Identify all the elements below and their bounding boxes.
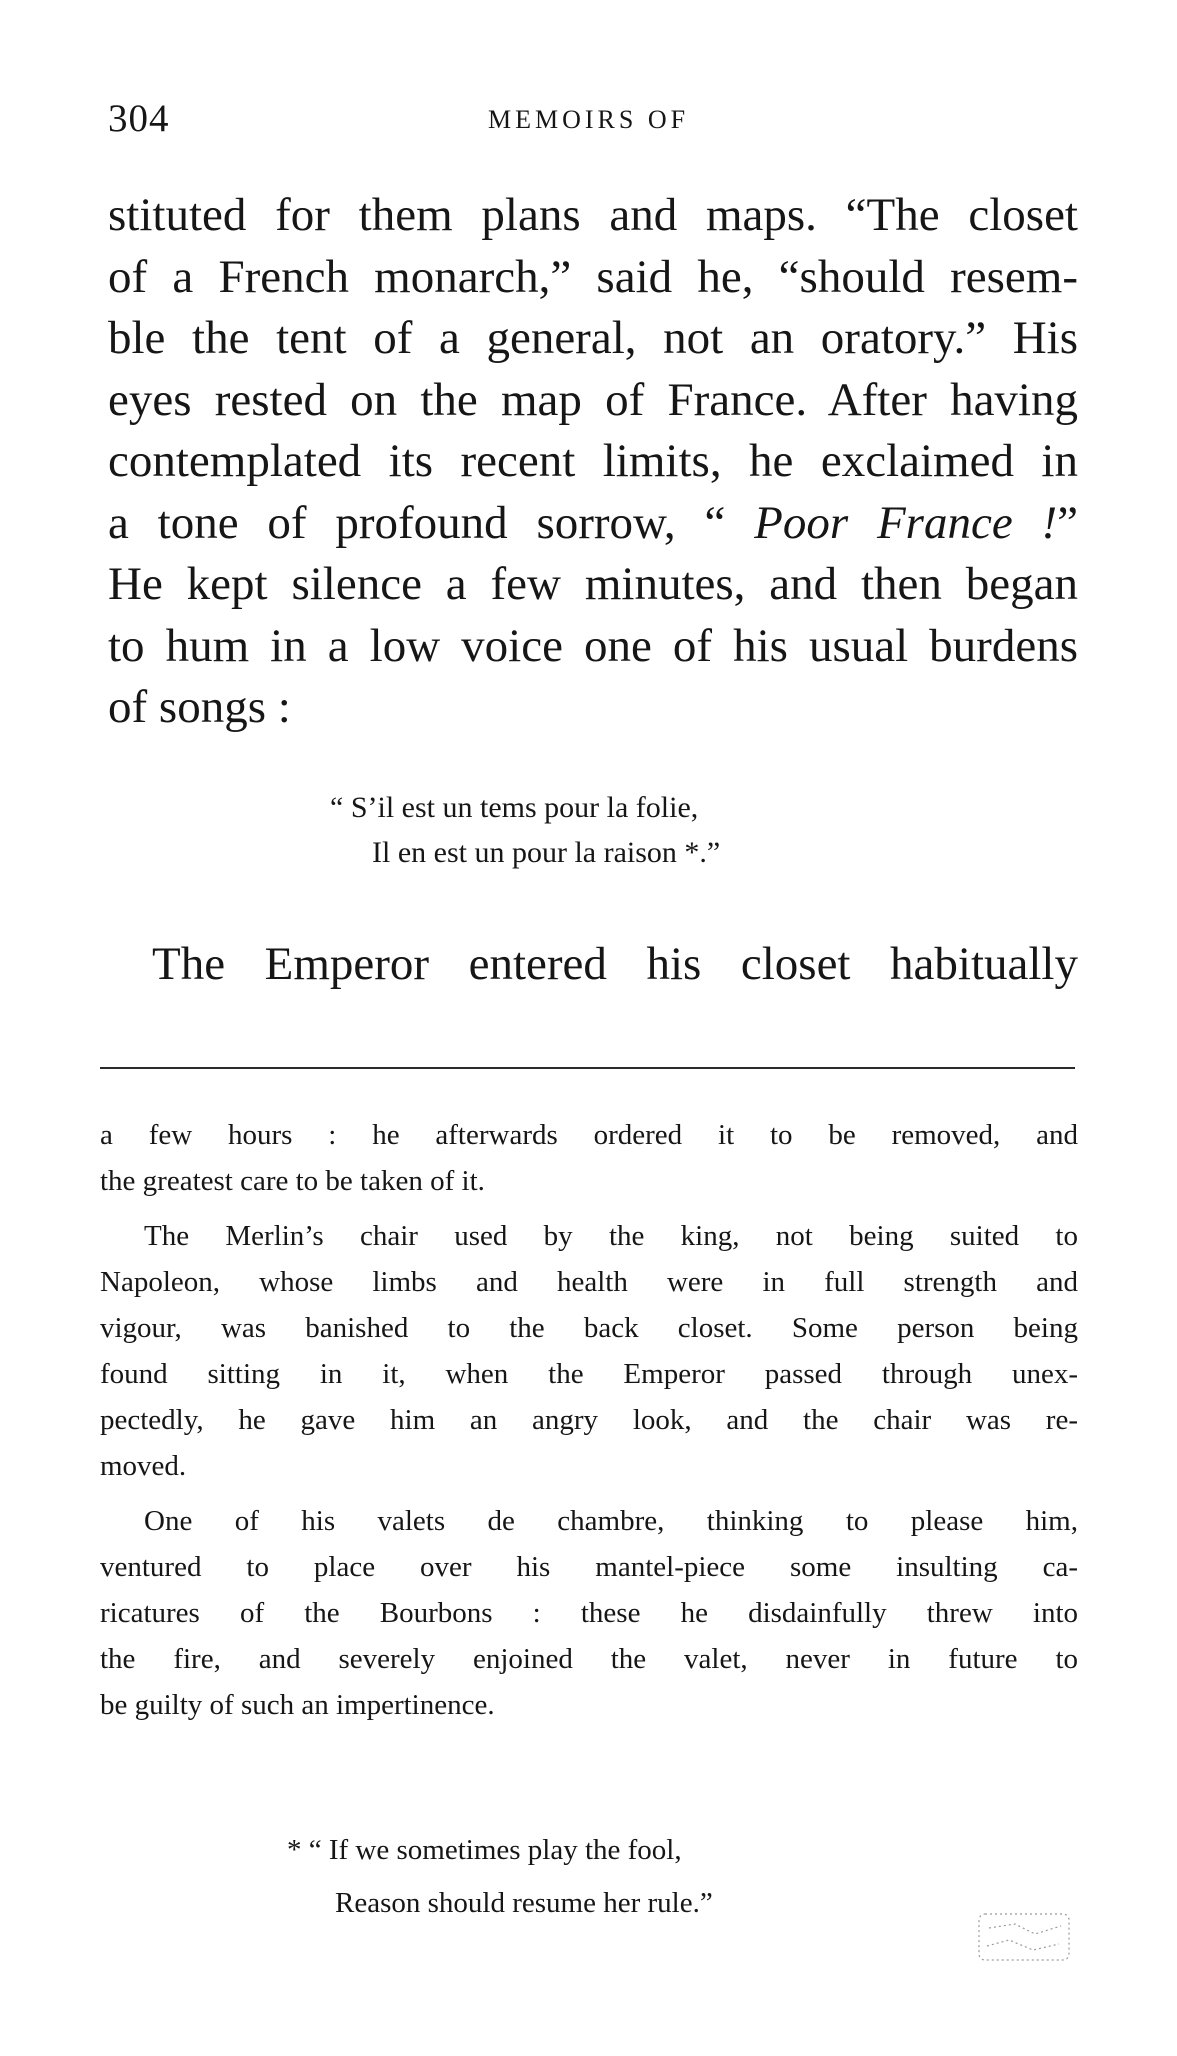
verse-line: Il en est un pour la raison *.” — [372, 836, 721, 869]
body-line-with-italic — [108, 493, 1078, 555]
footnote-paragraph — [100, 1213, 1078, 1489]
body-line: stituted for them plans and maps. “The closet — [108, 189, 1078, 241]
footnote-verse-line: Reason should resume her rule.” — [335, 1887, 713, 1919]
footnote-line: pectedly, he gave him an angry look, and the chair was re- — [100, 1404, 1078, 1436]
body-line: contemplated its recent limits, he exclaimed in — [108, 435, 1078, 487]
running-head: MEMOIRS OF — [488, 105, 690, 134]
footnote-line: be guilty of such an impertinence. — [100, 1689, 495, 1721]
closing-quote: ” — [1057, 496, 1079, 549]
main-text-block — [108, 185, 1078, 739]
footnote-line: moved. — [100, 1450, 187, 1482]
footnote-line: ventured to place over his mantel-piece some insulting ca- — [100, 1551, 1078, 1583]
footnotes-block — [100, 1112, 1078, 1737]
italic-exclamation: Poor France ! — [754, 496, 1058, 549]
footnote-line: the fire, and severely enjoined the valet, never in future to — [100, 1643, 1078, 1675]
footnote-line: Napoleon, whose limbs and health were in full strength and — [100, 1266, 1078, 1298]
footnote-line: One of his valets de chambre, thinking to please him, — [144, 1505, 1078, 1537]
page-header — [108, 96, 1078, 146]
french-verse — [330, 785, 720, 875]
resume-paragraph-line: The Emperor entered his closet habitually — [152, 938, 1078, 990]
footnote-verse-translation — [287, 1824, 713, 1930]
footnote-paragraph — [100, 1498, 1078, 1728]
library-stamp-mark — [975, 1910, 1075, 1966]
footnote-line: ricatures of the Bourbons : these he disdainfully threw into — [100, 1597, 1078, 1629]
footnote-line: a few hours : he afterwards ordered it to be removed, and — [100, 1119, 1078, 1151]
body-line: eyes rested on the map of France. After having — [108, 373, 1078, 426]
footnote-line: the greatest care to be taken of it. — [100, 1165, 485, 1197]
footnote-line: vigour, was banished to the back closet. Some person being — [100, 1312, 1078, 1344]
body-line-text: a tone of profound sorrow, “ — [108, 496, 755, 549]
body-line: of a French monarch,” said he, “should resem- — [108, 250, 1078, 303]
footnote-verse-line: * “ If we sometimes play the fool, — [287, 1834, 682, 1866]
verse-line: “ S’il est un tems pour la folie, — [330, 791, 699, 824]
body-line: He kept silence a few minutes, and then began — [108, 558, 1078, 610]
footnote-paragraph — [100, 1112, 1078, 1204]
page-number: 304 — [108, 97, 170, 140]
footnote-line: found sitting in it, when the Emperor passed through unex- — [100, 1358, 1078, 1390]
footnote-divider — [100, 1067, 1075, 1069]
body-line: ble the tent of a general, not an oratory.” His — [108, 312, 1078, 364]
footnote-line: The Merlin’s chair used by the king, not being suited to — [144, 1220, 1078, 1252]
body-line: of songs : — [108, 681, 291, 733]
body-line: to hum in a low voice one of his usual burdens — [108, 619, 1078, 672]
